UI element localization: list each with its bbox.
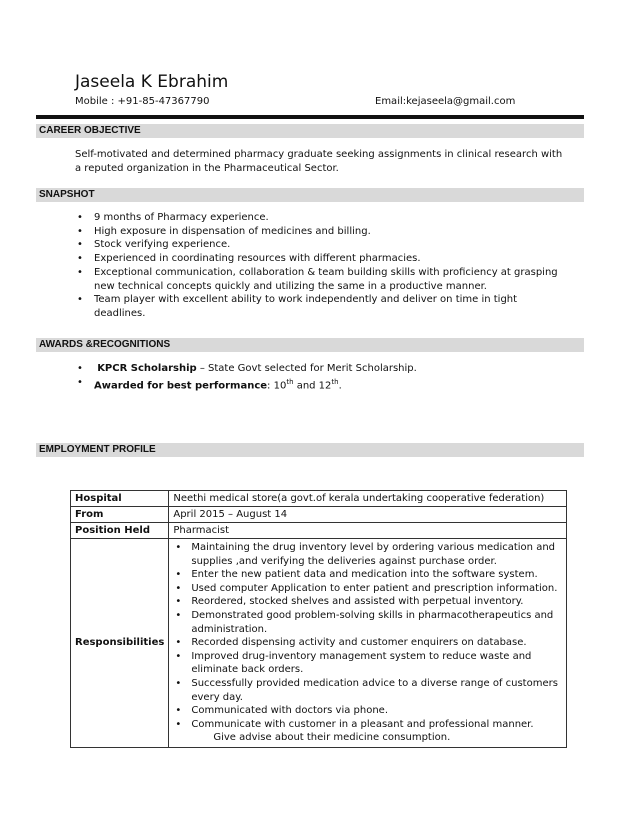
superscript: th bbox=[286, 377, 294, 386]
table-row bbox=[71, 523, 567, 539]
mobile-number: Mobile : +91-85-47367790 bbox=[75, 96, 210, 107]
email-address: Email:kejaseela@gmail.com bbox=[375, 96, 516, 107]
list-item: • Communicated with doctors via phone. bbox=[173, 704, 562, 718]
hospital-label: Hospital bbox=[71, 491, 169, 507]
table-row bbox=[71, 491, 567, 507]
candidate-name: Jaseela K Ebrahim bbox=[75, 72, 229, 92]
list-item: • Used computer Application to enter patient and prescription information. bbox=[173, 582, 562, 596]
award-detail: – State Govt selected for Merit Scholarship. bbox=[196, 363, 417, 374]
position-value: Pharmacist bbox=[169, 523, 567, 539]
from-label: From bbox=[71, 507, 169, 523]
list-item bbox=[75, 362, 565, 376]
award-detail: . bbox=[338, 380, 342, 392]
list-item: • Reordered, stocked shelves and assisted with perpetual inventory. bbox=[173, 595, 562, 609]
responsibilities-cell bbox=[169, 539, 567, 748]
position-label: Position Held bbox=[71, 523, 169, 539]
from-value: April 2015 – August 14 bbox=[169, 507, 567, 523]
list-item: • Experienced in coordinating resources with different pharmacies. bbox=[75, 252, 565, 266]
list-item: • Team player with excellent ability to work independently and deliver on time in tight deadlines. bbox=[75, 293, 565, 320]
list-item: • High exposure in dispensation of medicines and billing. bbox=[75, 225, 565, 239]
award-name: Awarded for best performance bbox=[94, 380, 268, 392]
section-title: CAREER OBJECTIVE bbox=[39, 125, 141, 136]
awards-list bbox=[75, 362, 565, 393]
snapshot-header bbox=[36, 188, 584, 202]
responsibilities-list bbox=[173, 541, 562, 731]
awards-header bbox=[36, 338, 584, 352]
list-item: • Exceptional communication, collaboration & team building skills with proficiency at grasping new technical concepts quickly and utilizing the same in a productive manner. bbox=[75, 266, 565, 293]
award-name: KPCR Scholarship bbox=[97, 363, 197, 374]
list-item: • Maintaining the drug inventory level by ordering various medication and supplies ,and verifying the deliveries against purchase order. bbox=[173, 541, 562, 568]
list-item bbox=[75, 376, 565, 393]
responsibilities-label: Responsibilities bbox=[71, 539, 169, 748]
list-item: • Recorded dispensing activity and customer enquirers on database. bbox=[173, 636, 562, 650]
header-divider bbox=[36, 115, 584, 119]
list-item: • Successfully provided medication advice to a diverse range of customers every day. bbox=[173, 677, 562, 704]
responsibilities-tail: Give advise about their medicine consumption. bbox=[213, 732, 451, 744]
list-item: • Demonstrated good problem-solving skills in pharmacotherapeutics and administration. bbox=[173, 609, 562, 636]
section-title: AWARDS &RECOGNITIONS bbox=[39, 339, 171, 350]
superscript: th bbox=[331, 377, 339, 386]
hospital-value: Neethi medical store(a govt.of kerala undertaking cooperative federation) bbox=[169, 491, 567, 507]
career-objective-header bbox=[36, 124, 584, 138]
award-detail: : 10 bbox=[267, 380, 287, 392]
award-detail: and 12 bbox=[293, 380, 332, 392]
list-item: • 9 months of Pharmacy experience. bbox=[75, 211, 565, 225]
snapshot-list bbox=[75, 211, 565, 321]
contact-row bbox=[75, 96, 516, 107]
section-title: SNAPSHOT bbox=[39, 189, 95, 200]
employment-header bbox=[36, 443, 584, 457]
list-item: • Enter the new patient data and medication into the software system. bbox=[173, 568, 562, 582]
career-objective-text: Self-motivated and determined pharmacy graduate seeking assignments in clinical research with a reputed organization in the Pharmaceutical Sector. bbox=[75, 149, 563, 174]
table-row bbox=[71, 507, 567, 523]
section-title: EMPLOYMENT PROFILE bbox=[39, 444, 156, 455]
list-item: • Stock verifying experience. bbox=[75, 238, 565, 252]
table-row bbox=[71, 539, 567, 748]
employment-table bbox=[70, 490, 567, 748]
list-item: • Improved drug-inventory management system to reduce waste and eliminate back orders. bbox=[173, 650, 562, 677]
list-item: • Communicate with customer in a pleasant and professional manner. bbox=[173, 718, 562, 732]
